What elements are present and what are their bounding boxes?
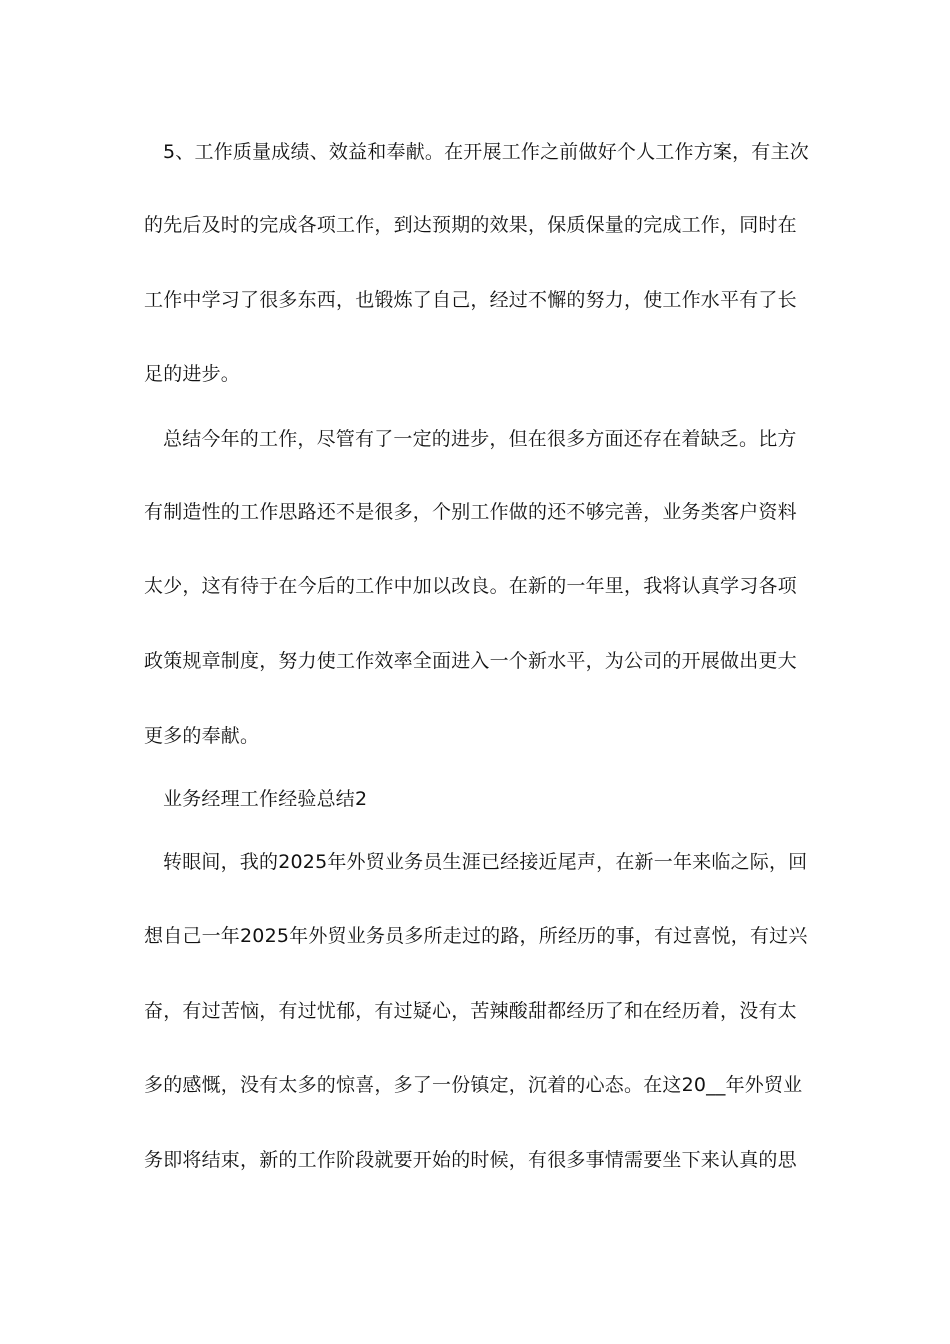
paragraph-line: 奋，有过苦恼，有过忧郁，有过疑心，苦辣酸甜都经历了和在经历着，没有太 [144, 1000, 797, 1022]
paragraph-line: 政策规章制度，努力使工作效率全面进入一个新水平，为公司的开展做出更大 [144, 650, 797, 672]
paragraph-line: 想自己一年2025年外贸业务员多所走过的路，所经历的事，有过喜悦，有过兴 [144, 925, 808, 947]
paragraph-line: 5、工作质量成绩、效益和奉献。在开展工作之前做好个人工作方案，有主次 [163, 141, 809, 163]
paragraph-line: 务即将结束，新的工作阶段就要开始的时候，有很多事情需要坐下来认真的思 [144, 1149, 797, 1171]
paragraph-line: 有制造性的工作思路还不是很多，个别工作做的还不够完善，业务类客户资料 [144, 501, 797, 523]
paragraph-line: 更多的奉献。 [144, 725, 260, 747]
paragraph-line: 转眼间，我的2025年外贸业务员生涯已经接近尾声，在新一年来临之际，回 [163, 851, 808, 873]
section-heading: 业务经理工作经验总结2 [163, 788, 368, 810]
paragraph-line: 工作中学习了很多东西，也锻炼了自己，经过不懈的努力，使工作水平有了长 [144, 289, 797, 311]
paragraph-line: 太少，这有待于在今后的工作中加以改良。在新的一年里，我将认真学习各项 [144, 575, 797, 597]
paragraph-line: 总结今年的工作，尽管有了一定的进步，但在很多方面还存在着缺乏。比方 [163, 428, 797, 450]
paragraph-line: 的先后及时的完成各项工作，到达预期的效果，保质保量的完成工作，同时在 [144, 214, 797, 236]
paragraph-line: 多的感慨，没有太多的惊喜，多了一份镇定，沉着的心态。在这20__年外贸业 [144, 1074, 803, 1096]
paragraph-line: 足的进步。 [144, 363, 241, 385]
